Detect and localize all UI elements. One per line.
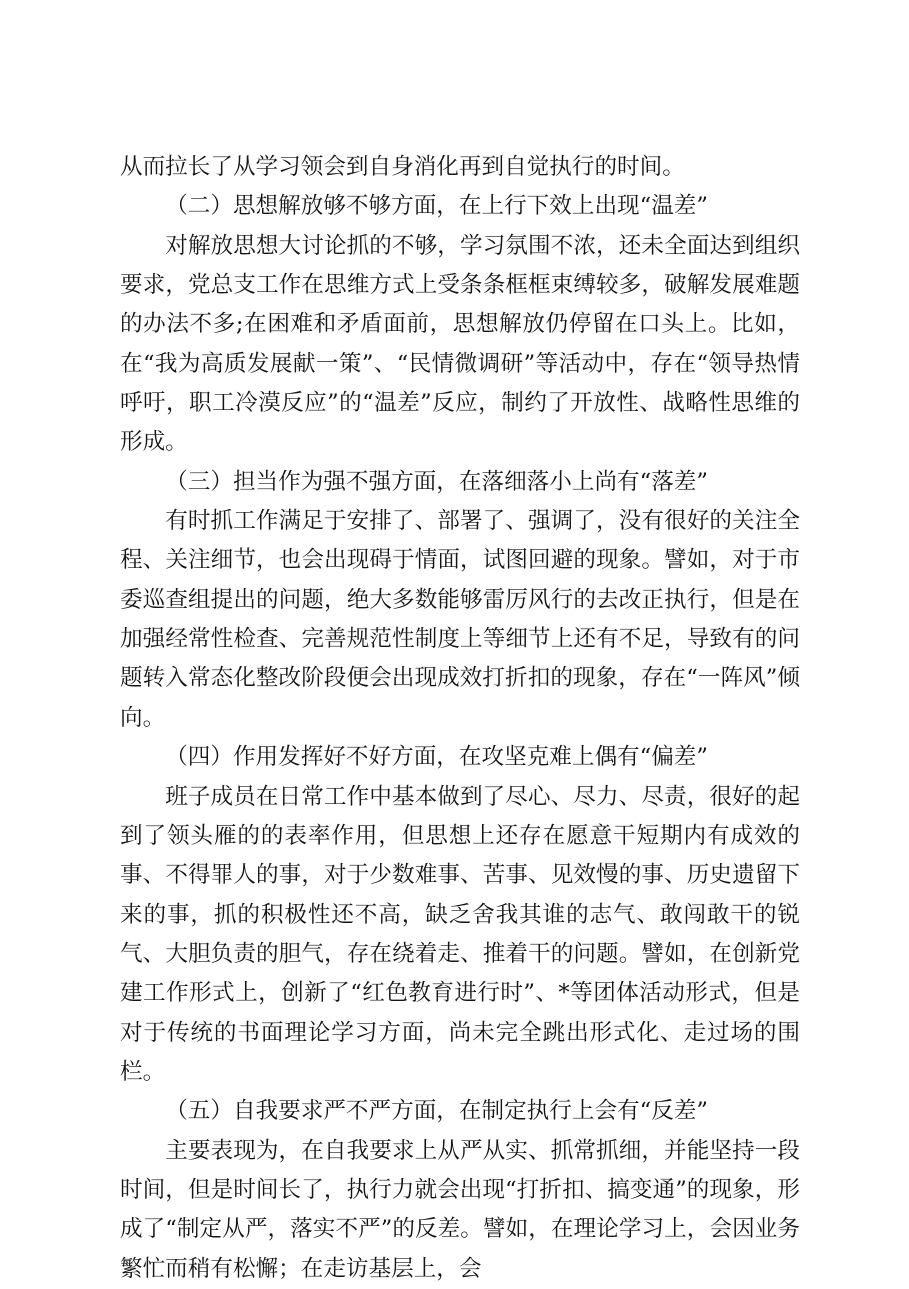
paragraph-section-5: 主要表现为，在自我要求上从严从实、抓常抓细，并能坚持一段时间，但是时间长了，执行力就会出现“打折扣、搞变通”的现象，形成了“制定从严，落实不严”的反差。譬如，在理论学习上，会因业务繁忙而稍有松懈；在走访基层上，会 — [120, 1137, 800, 1282]
section-heading-2: （二）思想解放够不够方面，在上行下效上出现“温差” — [165, 193, 708, 220]
paragraph-section-3: 有时抓工作满足于安排了、部署了、强调了，没有很好的关注全程、关注细节，也会出现碍于情面，试图回避的现象。譬如，对于市委巡查组提出的问题，绝大多数能够雷厉风行的去改正执行，但是在加强经常性检查、完善规范性制度上等细节上还有不足，导致有的问题转入常态化整改阶段便会出现成效打折扣的现象，存在“一阵风”倾向。 — [120, 508, 800, 731]
paragraph-continued: 从而拉长了从学习领会到自身消化再到自觉执行的时间。 — [120, 154, 685, 180]
section-heading-5: （五）自我要求严不严方面，在制定执行上会有“反差” — [165, 1098, 708, 1125]
section-heading-3: （三）担当作为强不强方面，在落细落小上尚有“落差” — [165, 468, 708, 495]
document-body — [120, 148, 800, 1289]
paragraph-section-2: 对解放思想大讨论抓的不够，学习氛围不浓，还未全面达到组织要求，党总支工作在思维方式上受条条框框束缚较多，破解发展难题的办法不多;在困难和矛盾面前，思想解放仍停留在口头上。比如，在“我为高质发展献一策”、“民情微调研”等活动中，存在“领导热情呼吁，职工冷漠反应”的“温差”反应，制约了开放性、战略性思维的形成。 — [120, 232, 800, 456]
paragraph-section-4: 班子成员在日常工作中基本做到了尽心、尽力、尽责，很好的起到了领头雁的的表率作用，但思想上还存在愿意干短期内有成效的事、不得罪人的事，对于少数难事、苦事、见效慢的事、历史遗留下来的事，抓的积极性还不高，缺乏舍我其谁的志气、敢闯敢干的锐气、大胆负责的胆气，存在绕着走、推着干的问题。譬如，在创新党建工作形式上，创新了“红色教育进行时”、*等团体活动形式，但是对于传统的书面理论学习方面，尚未完全跳出形式化、走过场的围栏。 — [120, 783, 800, 1085]
section-heading-4: （四）作用发挥好不好方面，在攻坚克难上偶有“偏差” — [165, 744, 708, 771]
